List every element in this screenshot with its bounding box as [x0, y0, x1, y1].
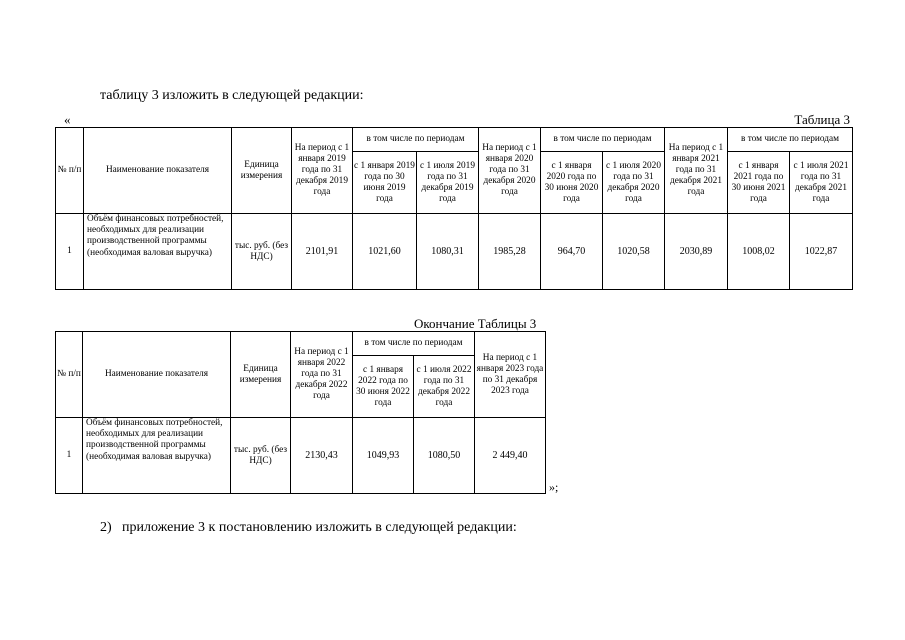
header-2022-subperiods: в том числе по периодам	[353, 332, 475, 356]
table-3-continuation	[55, 331, 546, 494]
header-number: № п/п	[56, 128, 84, 214]
row-indicator-name: Объём финансовых потребностей, необходимых для реализации производственной программы (необходимая валовая выручка)	[83, 418, 231, 494]
value-2019-h1: 1021,60	[353, 214, 417, 290]
table-2-caption: Окончание Таблицы 3	[414, 316, 537, 331]
row-unit: тыс. руб. (без НДС)	[231, 418, 291, 494]
header-period-2022: На период с 1 января 2022 года по 31 декабря 2022 года	[291, 332, 353, 418]
header-2021-subperiods: в том числе по периодам	[728, 128, 853, 152]
row-unit: тыс. руб. (без НДС)	[232, 214, 292, 290]
header-2022-h1: с 1 января 2022 года по 30 июня 2022 года	[353, 356, 414, 418]
header-2020-subperiods: в том числе по периодам	[541, 128, 665, 152]
header-number: № п/п	[56, 332, 83, 418]
row-indicator-name: Объём финансовых потребностей, необходимых для реализации производственной программы (необходимая валовая выручка)	[84, 214, 232, 290]
header-2019-subperiods: в том числе по периодам	[353, 128, 479, 152]
table-row	[56, 418, 546, 494]
value-2023: 2 449,40	[475, 418, 546, 494]
header-2022-h2: с 1 июля 2022 года по 31 декабря 2022 года	[414, 356, 475, 418]
table-1-caption: Таблица 3	[794, 112, 850, 127]
value-2021: 2030,89	[665, 214, 728, 290]
header-unit: Единица измерения	[232, 128, 292, 214]
value-2021-h2: 1022,87	[790, 214, 853, 290]
header-period-2020: На период с 1 января 2020 года по 31 декабря 2020 года	[479, 128, 541, 214]
value-2020-h1: 964,70	[541, 214, 603, 290]
row-number: 1	[56, 418, 83, 494]
row-number: 1	[56, 214, 84, 290]
value-2022-h2: 1080,50	[414, 418, 475, 494]
value-2021-h1: 1008,02	[728, 214, 790, 290]
item-2-text: приложение 3 к постановлению изложить в следующей редакции:	[122, 520, 517, 535]
header-period-2021: На период с 1 января 2021 года по 31 декабря 2021 года	[665, 128, 728, 214]
opening-quote: «	[64, 112, 71, 127]
closing-quote: »;	[549, 480, 559, 494]
intro-paragraph: таблицу 3 изложить в следующей редакции:	[100, 88, 364, 103]
value-2022: 2130,43	[291, 418, 353, 494]
header-2019-h1: с 1 января 2019 года по 30 июня 2019 года	[353, 152, 417, 214]
item-2-number: 2)	[100, 520, 112, 535]
header-2021-h1: с 1 января 2021 года по 30 июня 2021 года	[728, 152, 790, 214]
header-2019-h2: с 1 июля 2019 года по 31 декабря 2019 года	[417, 152, 479, 214]
header-indicator-name: Наименование показателя	[84, 128, 232, 214]
value-2019: 2101,91	[292, 214, 353, 290]
header-2020-h2: с 1 июля 2020 года по 31 декабря 2020 года	[603, 152, 665, 214]
item-2-paragraph	[100, 520, 517, 536]
header-2021-h2: с 1 июля 2021 года по 31 декабря 2021 года	[790, 152, 853, 214]
header-unit: Единица измерения	[231, 332, 291, 418]
header-2020-h1: с 1 января 2020 года по 30 июня 2020 года	[541, 152, 603, 214]
value-2020: 1985,28	[479, 214, 541, 290]
header-period-2019: На период с 1 января 2019 года по 31 декабря 2019 года	[292, 128, 353, 214]
header-period-2023: На период с 1 января 2023 года по 31 декабря 2023 года	[475, 332, 546, 418]
header-indicator-name: Наименование показателя	[83, 332, 231, 418]
value-2022-h1: 1049,93	[353, 418, 414, 494]
table-3	[55, 127, 853, 290]
value-2020-h2: 1020,58	[603, 214, 665, 290]
table-row	[56, 214, 853, 290]
value-2019-h2: 1080,31	[417, 214, 479, 290]
